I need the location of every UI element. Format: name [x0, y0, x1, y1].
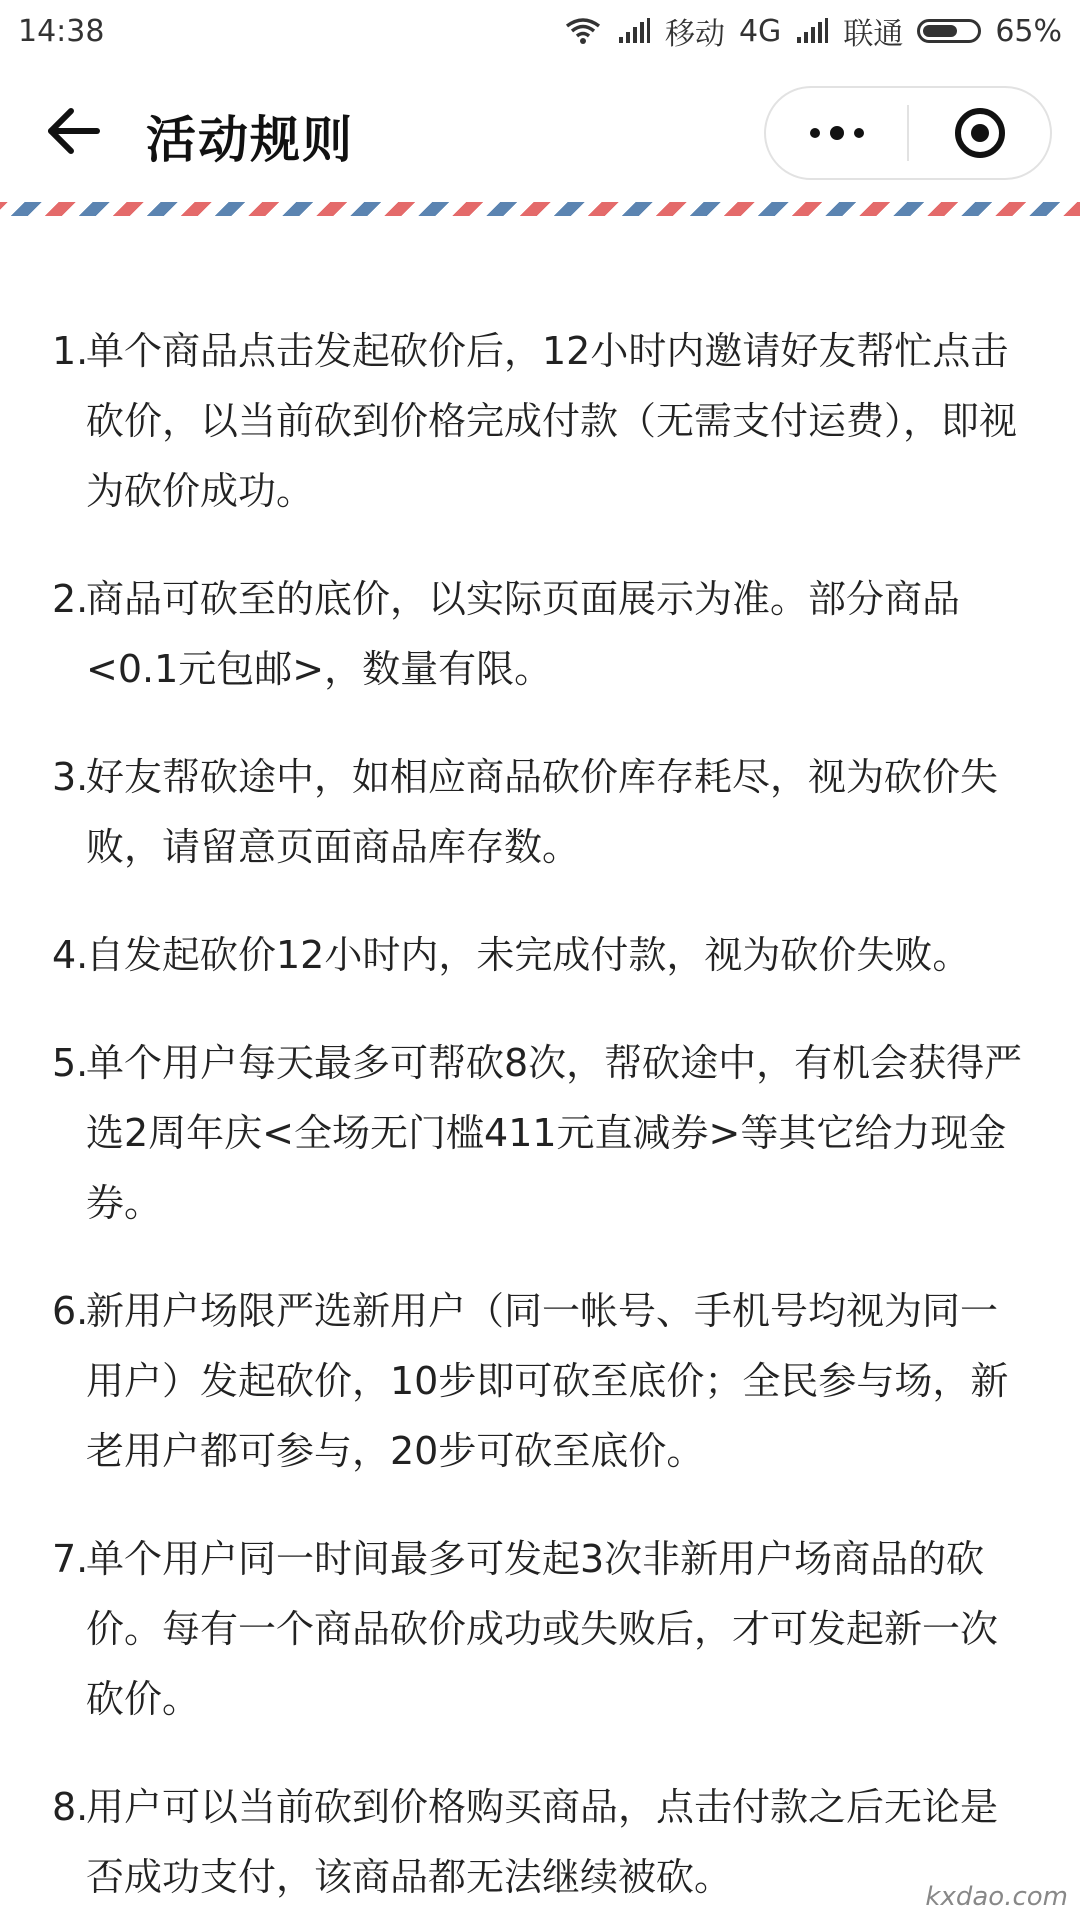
rule-text: 用户可以当前砍到价格购买商品，点击付款之后无论是否成功支付，该商品都无法继续被砍。: [86, 1785, 999, 1899]
mini-program-capsule: [764, 86, 1052, 180]
status-bar: [0, 0, 1080, 62]
rule-item: [52, 1276, 1032, 1486]
signal-icon: [617, 17, 651, 45]
rule-number: 2.: [52, 577, 89, 621]
rule-number: 3.: [52, 755, 89, 799]
rule-item: [52, 316, 1032, 526]
rule-number: 5.: [52, 1041, 89, 1085]
battery-icon: [917, 19, 981, 43]
rule-number: 7.: [52, 1537, 89, 1581]
rule-item: [52, 564, 1032, 704]
rule-text: 新用户场限严选新用户（同一帐号、手机号均视为同一用户）发起砍价，10步即可砍至底价；全民参与场，新老用户都可参与，20步可砍至底价。: [86, 1289, 1009, 1473]
more-dots-icon: [807, 123, 867, 143]
page-title: 活动规则: [146, 111, 354, 169]
rule-text: 自发起砍价12小时内，未完成付款，视为砍价失败。: [86, 933, 971, 977]
carrier-2: 联通: [843, 17, 904, 52]
back-arrow-icon: [45, 107, 101, 155]
watermark: kxdao.com: [925, 1882, 1068, 1912]
signal-icon: [795, 17, 829, 45]
rule-text: 单个商品点击发起砍价后，12小时内邀请好友帮忙点击砍价，以当前砍到价格完成付款（无需支付运费），即视为砍价成功。: [86, 329, 1018, 513]
target-close-icon: [953, 106, 1007, 160]
rule-item: [52, 1524, 1032, 1734]
status-time: 14:38: [18, 13, 105, 49]
rule-item: [52, 1028, 1032, 1238]
carrier-1: 移动: [664, 17, 725, 52]
airmail-stripe-divider: [0, 202, 1080, 216]
wifi-icon: [563, 16, 603, 46]
rule-text: 单个用户每天最多可帮砍8次，帮砍途中，有机会获得严选2周年庆<全场无门槛411元直减券>等其它给力现金券。: [86, 1041, 1023, 1225]
rule-item: [52, 920, 1032, 990]
rule-item: [52, 1772, 1032, 1912]
rule-text: 单个用户同一时间最多可发起3次非新用户场商品的砍价。每有一个商品砍价成功或失败后，才可发起新一次砍价。: [86, 1537, 999, 1721]
network-type: 4G: [738, 13, 782, 49]
rule-number: 8.: [52, 1785, 89, 1829]
rule-number: 1.: [52, 329, 89, 373]
battery-percent: 65%: [995, 13, 1062, 49]
more-button[interactable]: [766, 88, 907, 178]
status-right: [563, 9, 1062, 53]
back-button[interactable]: [40, 98, 106, 164]
rule-number: 4.: [52, 933, 89, 977]
status-left: [18, 14, 104, 49]
rule-text: 商品可砍至的底价，以实际页面展示为准。部分商品<0.1元包邮>，数量有限。: [86, 577, 961, 691]
rules-list: [52, 316, 1032, 1920]
title-bar: [0, 62, 1080, 202]
rule-item: [52, 742, 1032, 882]
rule-number: 6.: [52, 1289, 89, 1333]
close-mini-program-button[interactable]: [909, 88, 1050, 178]
rule-text: 好友帮砍途中，如相应商品砍价库存耗尽，视为砍价失败，请留意页面商品库存数。: [86, 755, 999, 869]
